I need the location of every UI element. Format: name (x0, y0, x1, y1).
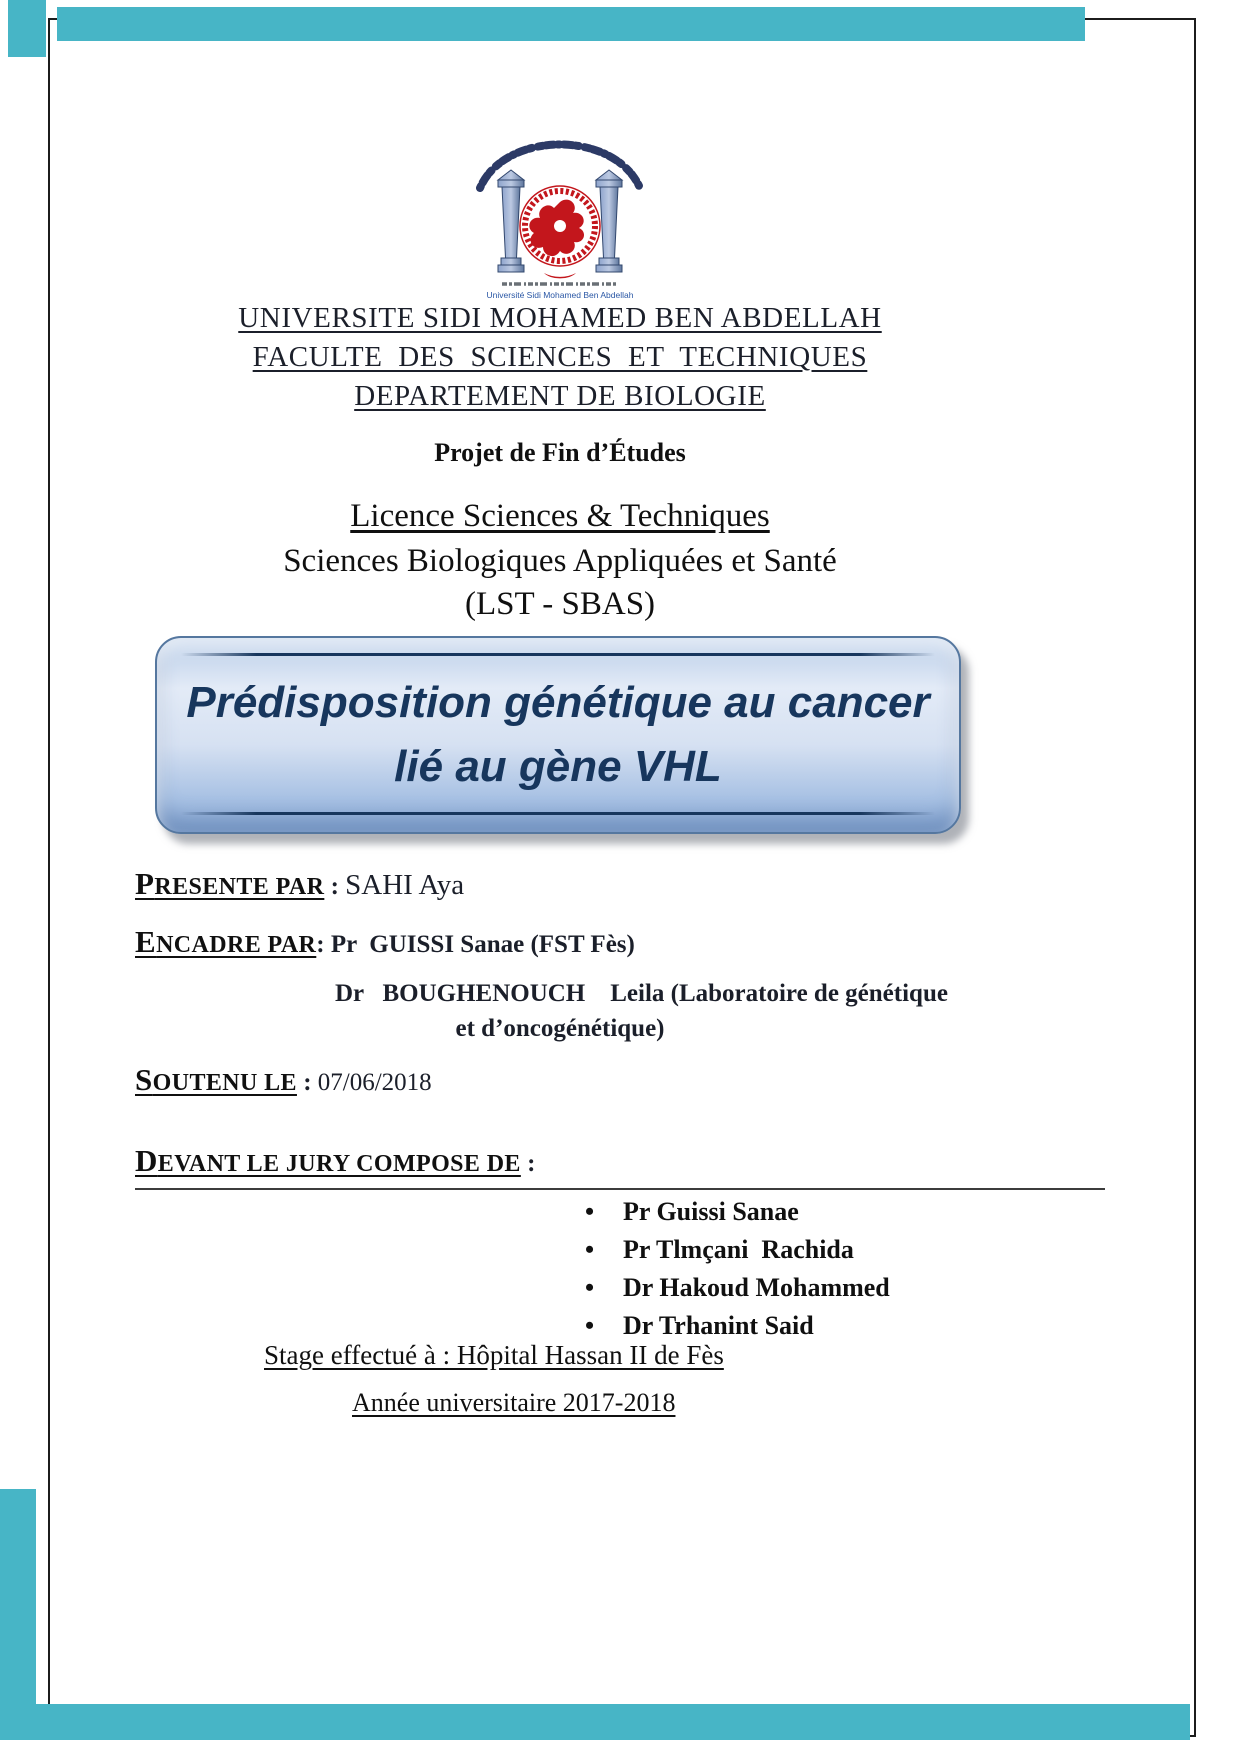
degree-name: Licence Sciences & Techniques (350, 498, 770, 534)
teal-top-bar (57, 7, 1085, 41)
bullet-icon: • (585, 1197, 595, 1226)
banner-top-rule (181, 653, 935, 656)
jury-member-name: Dr Hakoud Mohammed (623, 1273, 890, 1302)
program-acronym: (LST - SBAS) (464, 586, 656, 622)
supervisor-1: Pr GUISSI Sanae (FST Fès) (330, 931, 635, 958)
department-name: DEPARTEMENT DE BIOLOGIE (354, 380, 766, 412)
academic-year: Année universitaire 2017-2018 (352, 1388, 676, 1417)
internship-location: Stage effectué à : Hôpital Hassan II de Fès (264, 1340, 724, 1370)
banner-bottom-rule (181, 812, 935, 815)
thesis-title-banner (155, 636, 961, 834)
jury-member (585, 1197, 890, 1227)
faculty-name: FACULTE DES SCIENCES ET TECHNIQUES (252, 341, 868, 373)
thesis-title (186, 671, 929, 799)
supervised-by-label: ENCADRE PAR (135, 924, 317, 959)
bullet-icon: • (585, 1235, 595, 1264)
presented-by-label: PRESENTE PAR (135, 866, 325, 901)
jury-member-name: Dr Trhanint Said (623, 1311, 814, 1340)
defended-on-row (135, 1062, 1080, 1098)
jury-colon: : (520, 1150, 536, 1177)
jury-member (585, 1235, 890, 1265)
supervised-by-row (135, 924, 1080, 960)
bullet-icon: • (585, 1273, 595, 1302)
jury-member-name: Pr Tlmçani Rachida (623, 1235, 854, 1264)
jury-label: DEVANT LE JURY COMPOSE DE (135, 1143, 521, 1178)
teal-corner-block (8, 0, 46, 57)
logo-caption: Université Sidi Mohamed Ben Abdellah (486, 290, 634, 300)
defended-on-label: SOUTENU LE (135, 1062, 297, 1097)
red-medallion-icon (520, 186, 600, 278)
jury-member-name: Pr Guissi Sanae (623, 1197, 799, 1226)
defense-date: 07/06/2018 (317, 1069, 432, 1096)
supervised-by-colon: : (316, 931, 331, 958)
specialty-name: Sciences Biologiques Appliquées et Santé (283, 543, 837, 579)
jury-divider-rule (135, 1188, 1105, 1190)
thesis-title-line1: Prédisposition génétique au cancer (186, 678, 930, 728)
university-name: UNIVERSITE SIDI MOHAMED BEN ABDELLAH (238, 302, 882, 334)
jury-heading-row (135, 1143, 1080, 1179)
presented-by-row (135, 866, 1080, 902)
jury-member (585, 1273, 890, 1303)
defended-on-colon: : (296, 1069, 318, 1096)
thesis-title-line2: lié au gène VHL (394, 742, 722, 791)
presented-by-colon: : (324, 873, 346, 900)
university-logo (0, 124, 1120, 304)
supervisor-2-line2: et d’oncogénétique) (455, 1015, 665, 1042)
teal-bottom-bar (0, 1704, 1190, 1740)
jury-member-list (585, 1197, 890, 1349)
project-type: Projet de Fin d’Études (434, 438, 686, 467)
university-header (0, 299, 1120, 416)
university-logo-emblem (460, 124, 660, 304)
teal-left-bar (0, 1489, 36, 1740)
bullet-icon: • (585, 1311, 595, 1340)
presented-by-value: SAHI Aya (345, 869, 465, 901)
supervisor-2-line1: Dr BOUGHENOUCH Leila (Laboratoire de génétique (335, 980, 948, 1007)
jury-member (585, 1311, 890, 1341)
